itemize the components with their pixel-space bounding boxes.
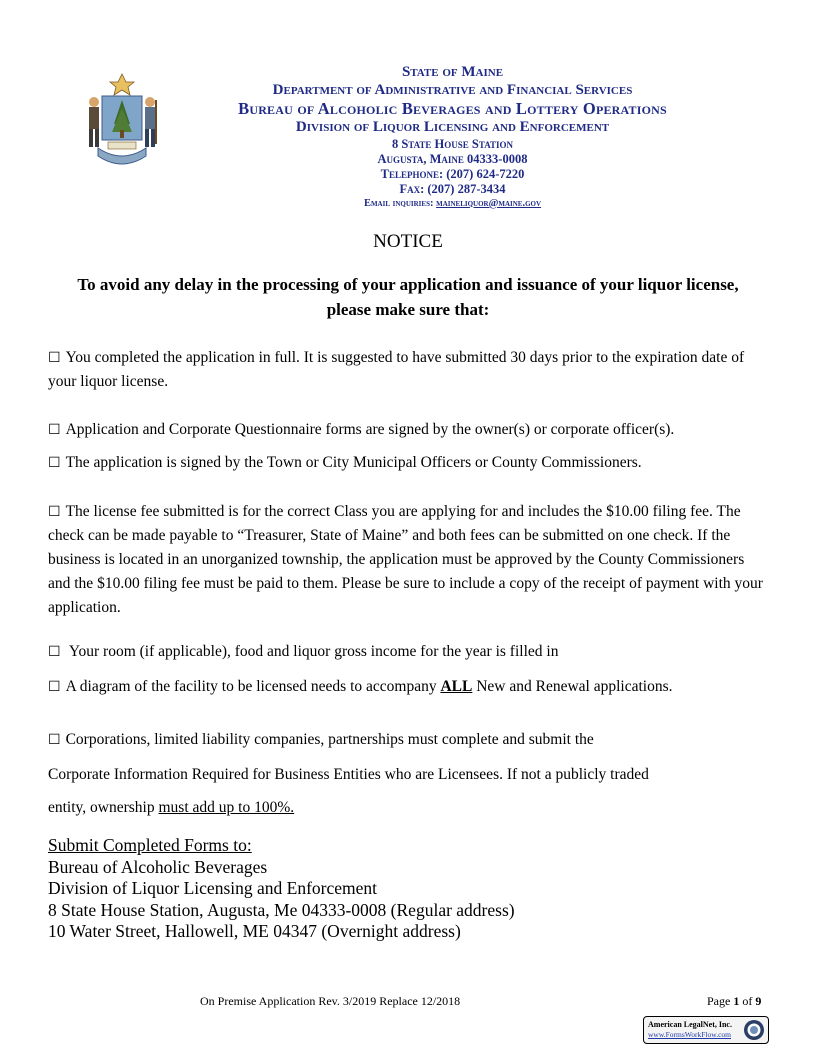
- checklist-text-line2: Corporate Information Required for Business Entities who are Licensees. If not a publicly traded: [48, 765, 649, 783]
- checklist-text: The application is signed by the Town or City Municipal Officers or County Commissioners.: [65, 454, 642, 471]
- letterhead: [200, 64, 705, 210]
- logo-name: American LegalNet, Inc.: [648, 1020, 732, 1029]
- address-city: Augusta, Maine 04333-0008: [377, 151, 528, 166]
- logo-url[interactable]: www.FormsWorkFlow.com: [648, 1030, 732, 1039]
- telephone: Telephone: (207) 624-7220: [380, 167, 525, 182]
- division-name: Division of Liquor Licensing and Enforcement: [295, 118, 610, 135]
- page-indicator: [707, 994, 761, 1009]
- checklist-text: A diagram of the facility to be licensed needs to accompany: [65, 678, 437, 695]
- checklist-text: The license fee submitted is for the correct Class you are applying for and includes the $10.00 filing fee. The check can be made payable to “Treasurer, State of Maine” and both fees can be submitted on one check. If the business is located in an unorganized township, the application must be approved by the County Commissioners and the $10.00 filing fee must be paid to them. Please be sure to include a copy of the receipt of payment with your application.: [48, 503, 763, 616]
- maine-state-seal-icon: [84, 72, 160, 172]
- notice-intro: To avoid any delay in the processing of your application and issuance of your liquor license, please make sure that:: [77, 275, 739, 319]
- checkbox-icon[interactable]: ☐: [48, 455, 61, 471]
- submit-heading: Submit Completed Forms to:: [48, 835, 252, 855]
- checkbox-icon[interactable]: ☐: [48, 732, 61, 748]
- legalnet-logo[interactable]: [643, 1016, 769, 1044]
- checkbox-icon[interactable]: ☐: [48, 422, 61, 438]
- checklist-item-corporations: [48, 723, 770, 825]
- checklist-text-end: New and Renewal applications.: [476, 678, 673, 695]
- checkbox-icon[interactable]: ☐: [48, 679, 61, 695]
- checklist-item-gross-income: [48, 640, 770, 664]
- checklist-item-diagram: [48, 675, 770, 699]
- bureau-name: Bureau of Alcoholic Beverages and Lottery Operations: [238, 99, 667, 119]
- legalnet-logo-icon: [742, 1018, 766, 1042]
- checklist-text: You completed the application in full. It is suggested to have submitted 30 days prior to the expiration date of your liquor license.: [48, 349, 745, 390]
- checkbox-icon[interactable]: ☐: [48, 504, 61, 520]
- checklist-item-forms-signed: [48, 418, 770, 442]
- checkbox-icon[interactable]: ☐: [48, 350, 61, 366]
- email-label: Email inquiries:: [363, 197, 434, 209]
- emphasis-all: ALL: [440, 678, 473, 695]
- footer-revision: On Premise Application Rev. 3/2019 Replace 12/2018: [200, 994, 461, 1008]
- state-name: State of Maine: [401, 64, 504, 80]
- notice-title: NOTICE: [373, 231, 443, 252]
- email-line: [200, 198, 705, 210]
- checklist-item-municipal-signature: [48, 451, 770, 475]
- ownership-requirement: must add up to 100%.: [158, 799, 295, 816]
- page-current: 1: [733, 994, 740, 1008]
- checklist-item-license-fee: [48, 500, 770, 620]
- email-link[interactable]: maineliquor@maine.gov: [436, 197, 542, 209]
- submit-line-overnight-address: 10 Water Street, Hallowell, ME 04347 (Overnight address): [48, 921, 461, 941]
- fax: Fax: (207) 287-3434: [399, 182, 506, 197]
- page-of: of: [742, 994, 753, 1008]
- submit-address-block: [48, 835, 515, 943]
- submit-line-bureau: Bureau of Alcoholic Beverages: [48, 856, 268, 877]
- page-label: Page: [707, 994, 731, 1008]
- page-total: 9: [755, 994, 762, 1008]
- submit-line-division: Division of Liquor Licensing and Enforcement: [48, 878, 378, 898]
- checklist-item-application-complete: [48, 346, 770, 394]
- checklist-text: Corporations, limited liability companies, partnerships must complete and submit the: [65, 731, 594, 748]
- department-name: Department of Administrative and Financial Services: [272, 81, 633, 98]
- checkbox-icon[interactable]: ☐: [48, 644, 61, 660]
- checklist-text: Your room (if applicable), food and liquor gross income for the year is filled in: [68, 643, 559, 660]
- checklist-text: Application and Corporate Questionnaire forms are signed by the owner(s) or corporate officer(s).: [65, 421, 675, 438]
- submit-line-regular-address: 8 State House Station, Augusta, Me 04333-0008 (Regular address): [48, 899, 515, 920]
- address-station: 8 State House Station: [391, 136, 514, 151]
- checklist-text-line3: entity, ownership: [48, 799, 155, 816]
